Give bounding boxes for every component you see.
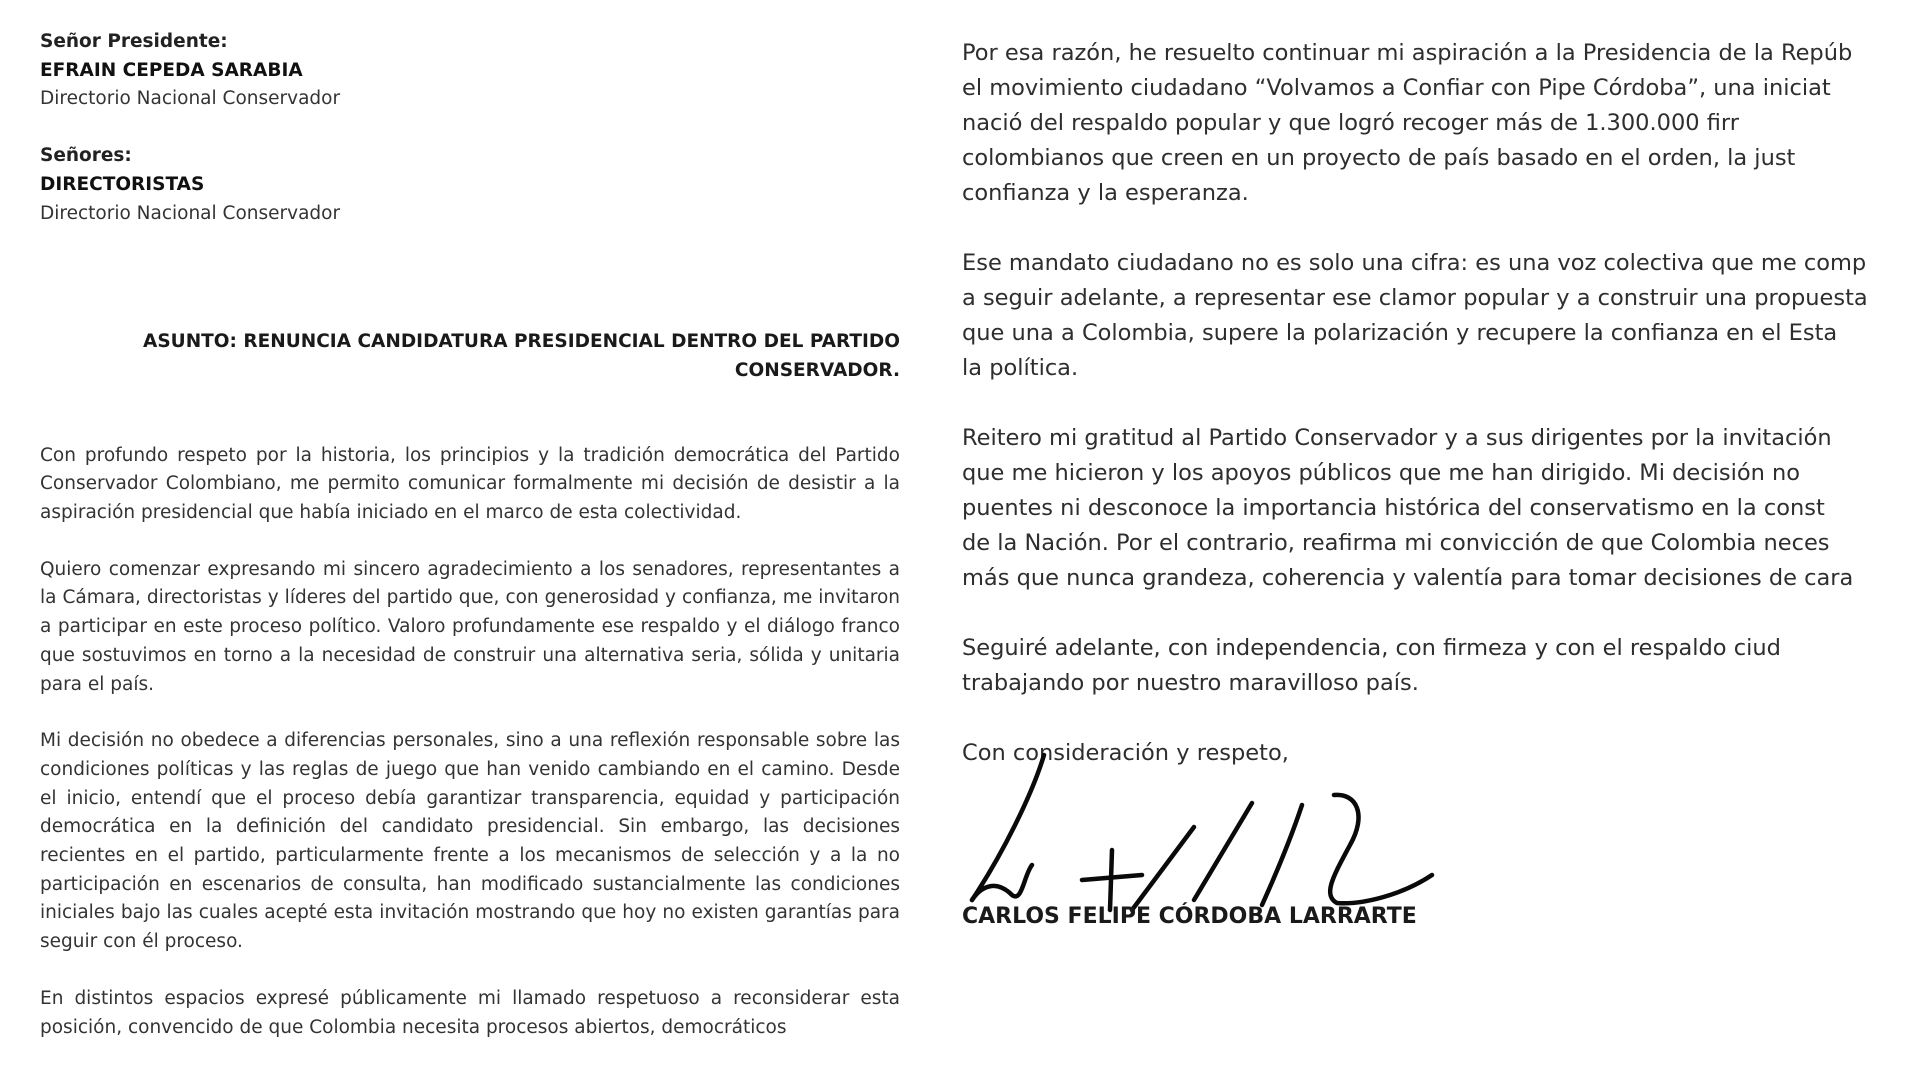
recipient-organization: Directorio Nacional Conservador <box>40 202 341 224</box>
recipient-block-president <box>40 28 900 114</box>
text-line: colombianos que creen en un proyecto de país basado en el orden, la just <box>962 145 1796 171</box>
text-line: a seguir adelante, a representar ese clamor popular y a construir una propuesta <box>962 285 1868 311</box>
text-line: Por esa razón, he resuelto continuar mi aspiración a la Presidencia de la Repúb <box>962 40 1853 66</box>
text-line: trabajando por nuestro maravilloso país. <box>962 670 1419 696</box>
letter-subject <box>40 328 900 385</box>
body-paragraph <box>962 36 1920 211</box>
text-line: Reitero mi gratitud al Partido Conservador y a sus dirigentes por la invitación <box>962 425 1832 451</box>
subject-line-1: ASUNTO: RENUNCIA CANDIDATURA PRESIDENCIAL DENTRO DEL PARTIDO <box>143 331 900 353</box>
text-line: que me hicieron y los apoyos públicos que me han dirigido. Mi decisión no <box>962 460 1801 486</box>
body-paragraph: Con profundo respeto por la historia, los principios y la tradición democrática del Partido Conservador Colombiano, me permito comunicar formalmente mi decisión de desistir a la aspiración presidencial que había iniciado en el marco de esta colectividad. <box>40 444 900 524</box>
recipient-organization: Directorio Nacional Conservador <box>40 88 341 110</box>
recipient-salutation: Señor Presidente: <box>40 31 228 52</box>
text-line: Ese mandato ciudadano no es solo una cifra: es una voz colectiva que me comp <box>962 250 1867 276</box>
subject-line-2: CONSERVADOR. <box>734 359 900 381</box>
signature-block <box>962 765 1920 935</box>
letter-right-page <box>962 36 1920 935</box>
letter-left-page <box>40 28 900 1070</box>
body-paragraph <box>962 421 1920 596</box>
recipient-name: DIRECTORISTAS <box>40 173 205 195</box>
text-line: el movimiento ciudadano “Volvamos a Confiar con Pipe Córdoba”, una iniciat <box>962 75 1831 101</box>
body-paragraph <box>962 631 1920 701</box>
signer-name: CARLOS FELIPE CÓRDOBA LARRARTE <box>962 904 1417 929</box>
body-paragraph <box>962 246 1920 386</box>
recipient-name: EFRAIN CEPEDA SARABIA <box>40 59 303 81</box>
recipient-salutation: Señores: <box>40 145 132 167</box>
text-line: puentes ni desconoce la importancia histórica del conservatismo en la const <box>962 495 1825 521</box>
recipient-block-directors <box>40 142 900 228</box>
body-paragraph: Mi decisión no obedece a diferencias personales, sino a una reflexión responsable sobre las condiciones políticas y las reglas de juego que han venido cambiando en el camino. Desde el inicio, entendí que el proceso debía garantizar transparencia, equidad y participación democrática en la definición del candidato presidencial. Sin embargo, las decisiones recientes en el partido, particularmente frente a los mecanismos de selección y a la no participación en escenarios de consulta, han modificado sustancialmente las condiciones iniciales bajo las cuales acepté esta invitación mostrando que hoy no existen garantías para seguir con él proceso. <box>40 730 900 953</box>
closing-line: Con consideración y respeto, <box>962 740 1289 766</box>
text-line: nació del respaldo popular y que logró recoger más de 1.300.000 firr <box>962 110 1740 136</box>
text-line: más que nunca grandeza, coherencia y valentía para tomar decisiones de cara <box>962 565 1854 591</box>
text-line: confianza y la esperanza. <box>962 180 1249 206</box>
body-paragraph: Quiero comenzar expresando mi sincero agradecimiento a los senadores, representantes a la Cámara, directoristas y líderes del partido que, con generosidad y confianza, me invitaron a participar en este proceso político. Valoro profundamente ese respaldo y el diálogo franco que sostuvimos en torno a la necesidad de construir una alternativa seria, sólida y unitaria para el país. <box>40 558 900 695</box>
text-line: Seguiré adelante, con independencia, con firmeza y con el respaldo ciud <box>962 635 1781 661</box>
body-paragraph: En distintos espacios expresé públicamente mi llamado respetuoso a reconsiderar esta posición, convencido de que Colombia necesita procesos abiertos, democráticos <box>40 987 900 1038</box>
text-line: la política. <box>962 355 1079 381</box>
text-line: que una a Colombia, supere la polarización y recupere la confianza en el Esta <box>962 320 1838 346</box>
text-line: de la Nación. Por el contrario, reafirma mi convicción de que Colombia neces <box>962 530 1830 556</box>
